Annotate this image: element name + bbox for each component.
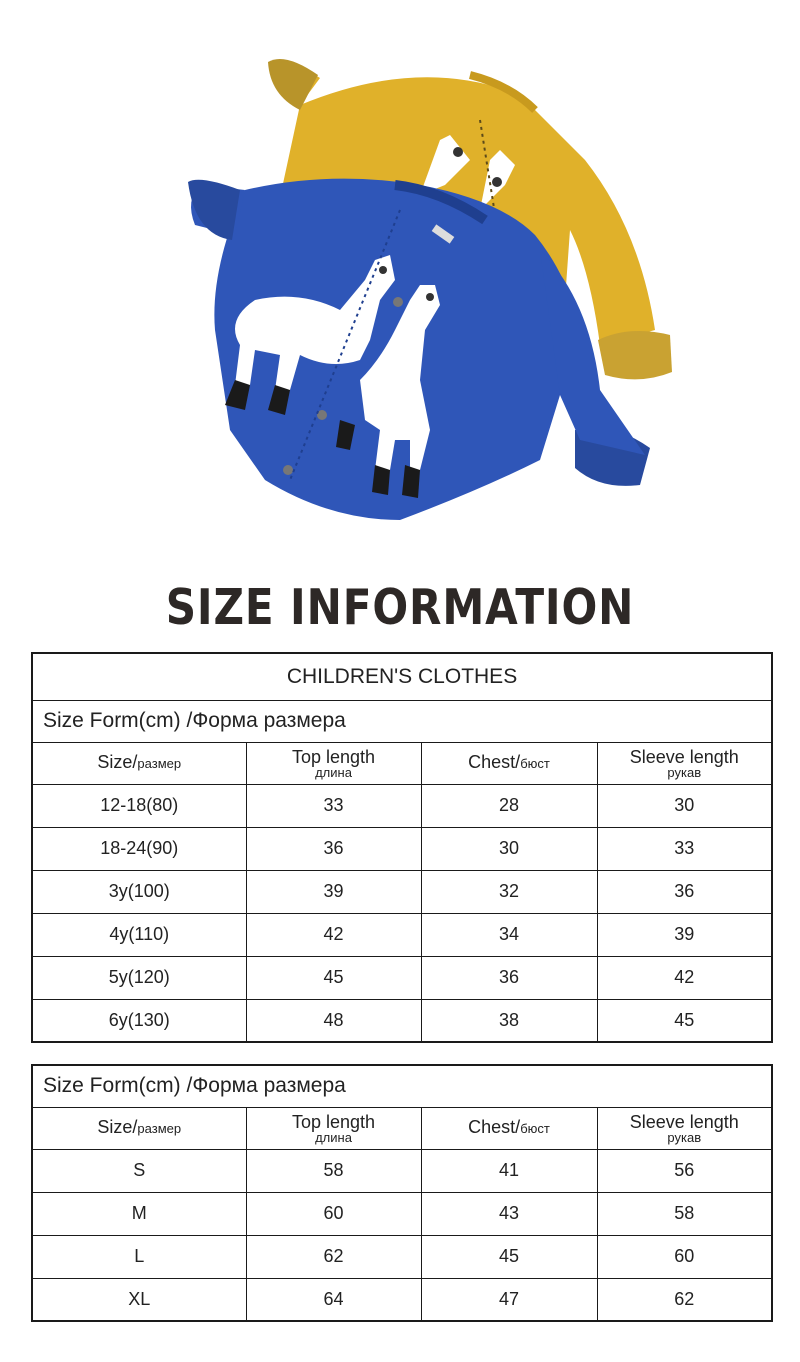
header-sleeve-length: Sleeve length рукав	[597, 742, 772, 784]
chest-cell: 41	[421, 1149, 597, 1192]
table-row	[32, 784, 772, 827]
top-length-cell: 36	[246, 827, 421, 870]
header-chest: Chest/бюст	[421, 1107, 597, 1149]
top-length-cell: 39	[246, 870, 421, 913]
table-row	[32, 1235, 772, 1278]
size-cell: S	[32, 1149, 246, 1192]
chest-cell: 36	[421, 956, 597, 999]
chest-cell: 38	[421, 999, 597, 1042]
table-row	[32, 1278, 772, 1321]
sleeve-length-cell: 36	[597, 870, 772, 913]
top-length-cell: 48	[246, 999, 421, 1042]
header-top-length: Top length длина	[246, 1107, 421, 1149]
size-cell: XL	[32, 1278, 246, 1321]
chest-cell: 30	[421, 827, 597, 870]
size-cell: 3y(100)	[32, 870, 246, 913]
sleeve-length-cell: 30	[597, 784, 772, 827]
chest-cell: 32	[421, 870, 597, 913]
chest-cell: 43	[421, 1192, 597, 1235]
size-form-label: Size Form(cm) /Форма размера	[32, 700, 772, 742]
size-cell: 5y(120)	[32, 956, 246, 999]
chest-cell: 47	[421, 1278, 597, 1321]
sleeve-length-cell: 33	[597, 827, 772, 870]
size-cell: 4y(110)	[32, 913, 246, 956]
sleeve-length-cell: 60	[597, 1235, 772, 1278]
children-size-table	[31, 652, 773, 1043]
table-row	[32, 913, 772, 956]
top-length-cell: 33	[246, 784, 421, 827]
size-cell: 18-24(90)	[32, 827, 246, 870]
table-row	[32, 827, 772, 870]
product-image	[0, 0, 800, 570]
header-top-length: Top length длина	[246, 742, 421, 784]
sleeve-length-cell: 58	[597, 1192, 772, 1235]
chest-cell: 28	[421, 784, 597, 827]
table-row	[32, 999, 772, 1042]
size-cell: L	[32, 1235, 246, 1278]
top-length-cell: 62	[246, 1235, 421, 1278]
table-caption: CHILDREN'S CLOTHES	[32, 653, 772, 700]
size-cell: M	[32, 1192, 246, 1235]
top-length-cell: 42	[246, 913, 421, 956]
top-length-cell: 45	[246, 956, 421, 999]
chest-cell: 34	[421, 913, 597, 956]
table-row	[32, 1192, 772, 1235]
table-row	[32, 870, 772, 913]
sleeve-length-cell: 45	[597, 999, 772, 1042]
size-information-title: SIZE INFORMATION	[165, 579, 635, 636]
table-row	[32, 1149, 772, 1192]
top-length-cell: 64	[246, 1278, 421, 1321]
size-cell: 12-18(80)	[32, 784, 246, 827]
header-chest: Chest/бюст	[421, 742, 597, 784]
sleeve-length-cell: 39	[597, 913, 772, 956]
sleeve-length-cell: 42	[597, 956, 772, 999]
sleeve-length-cell: 56	[597, 1149, 772, 1192]
top-length-cell: 58	[246, 1149, 421, 1192]
top-length-cell: 60	[246, 1192, 421, 1235]
header-size: Size/размер	[32, 1107, 246, 1149]
header-sleeve-length: Sleeve length рукав	[597, 1107, 772, 1149]
table-row	[32, 956, 772, 999]
header-size: Size/размер	[32, 742, 246, 784]
sleeve-length-cell: 62	[597, 1278, 772, 1321]
size-cell: 6y(130)	[32, 999, 246, 1042]
adult-size-table	[31, 1064, 773, 1322]
size-form-label: Size Form(cm) /Форма размера	[32, 1065, 772, 1107]
chest-cell: 45	[421, 1235, 597, 1278]
